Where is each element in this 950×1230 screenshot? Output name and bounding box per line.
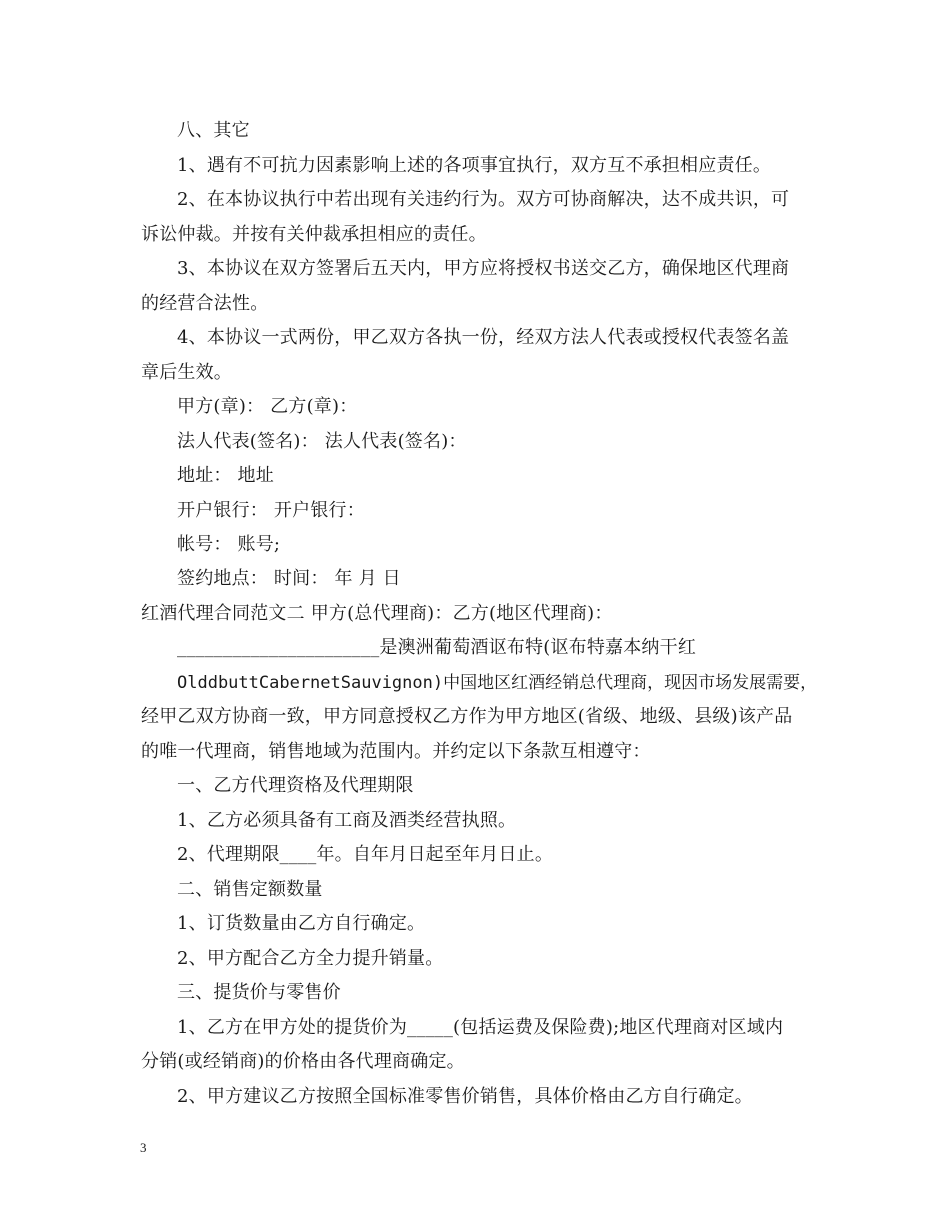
signature-seal-line: 甲方(章)： 乙方(章)： — [177, 396, 358, 417]
clause-3-2: 2、甲方建议乙方按照全国标准零售价销售，具体价格由乙方自行确定。 — [177, 1086, 753, 1107]
clause-8-1: 1、遇有不可抗力因素影响上述的各项事宜执行，双方互不承担相应责任。 — [177, 155, 772, 176]
contract-two-intro-cont-3: 的唯一代理商，销售地域为范围内。并约定以下条款互相遵守： — [141, 741, 651, 762]
section-heading-price: 三、提货价与零售价 — [177, 982, 341, 1003]
signature-account-line: 帐号： 账号; — [177, 534, 281, 555]
clause-1-2: 2、代理期限____年。自年月日起至年月日止。 — [177, 844, 554, 865]
clause-2-1: 1、订货数量由乙方自行确定。 — [177, 913, 426, 934]
clause-8-4-cont: 章后生效。 — [141, 362, 232, 383]
clause-8-3: 3、本协议在双方签署后五天内，甲方应将授权书送交乙方，确保地区代理商 — [177, 258, 790, 279]
contract-two-title: 红酒代理合同范文二 甲方(总代理商)：乙方(地区代理商)： — [141, 603, 613, 624]
clause-2-2: 2、甲方配合乙方全力提升销量。 — [177, 948, 444, 969]
contract-two-intro-cont-2: 经甲乙双方协商一致，甲方同意授权乙方作为甲方地区(省级、地级、县级)该产品 — [141, 706, 793, 727]
section-heading-qualification: 一、乙方代理资格及代理期限 — [177, 775, 414, 796]
clause-3-1: 1、乙方在甲方处的提货价为_____(包括运费及保险费);地区代理商对区域内 — [177, 1017, 784, 1038]
page-number: 3 — [140, 1140, 147, 1155]
clause-8-2-cont: 诉讼仲裁。并按有关仲裁承担相应的责任。 — [141, 224, 487, 245]
signature-place-date-line: 签约地点： 时间： 年 月 日 — [177, 568, 401, 589]
clause-1-1: 1、乙方必须具备有工商及酒类经营执照。 — [177, 810, 517, 831]
signature-bank-line: 开户银行： 开户银行： — [177, 500, 365, 521]
section-heading-other: 八、其它 — [177, 120, 250, 141]
contract-two-intro-cont-1: OlddbuttCabernetSauvignon)中国地区红酒经销总代理商，现因市场发展需要， — [177, 673, 818, 693]
signature-address-line: 地址： 地址 — [177, 465, 274, 486]
section-heading-quota: 二、销售定额数量 — [177, 879, 323, 900]
clause-8-3-cont: 的经营合法性。 — [141, 293, 269, 314]
clause-8-4: 4、本协议一式两份，甲乙双方各执一份，经双方法人代表或授权代表签名盖 — [177, 327, 790, 348]
signature-rep-line: 法人代表(签名)： 法人代表(签名)： — [177, 431, 467, 452]
clause-8-2: 2、在本协议执行中若出现有关违约行为。双方可协商解决，达不成共识，可 — [177, 189, 790, 210]
contract-two-intro: ______________________是澳洲葡萄酒讴布特(讴布特嘉本纳干红 — [177, 637, 697, 658]
clause-3-1-cont: 分销(或经销商)的价格由各代理商确定。 — [141, 1051, 465, 1072]
